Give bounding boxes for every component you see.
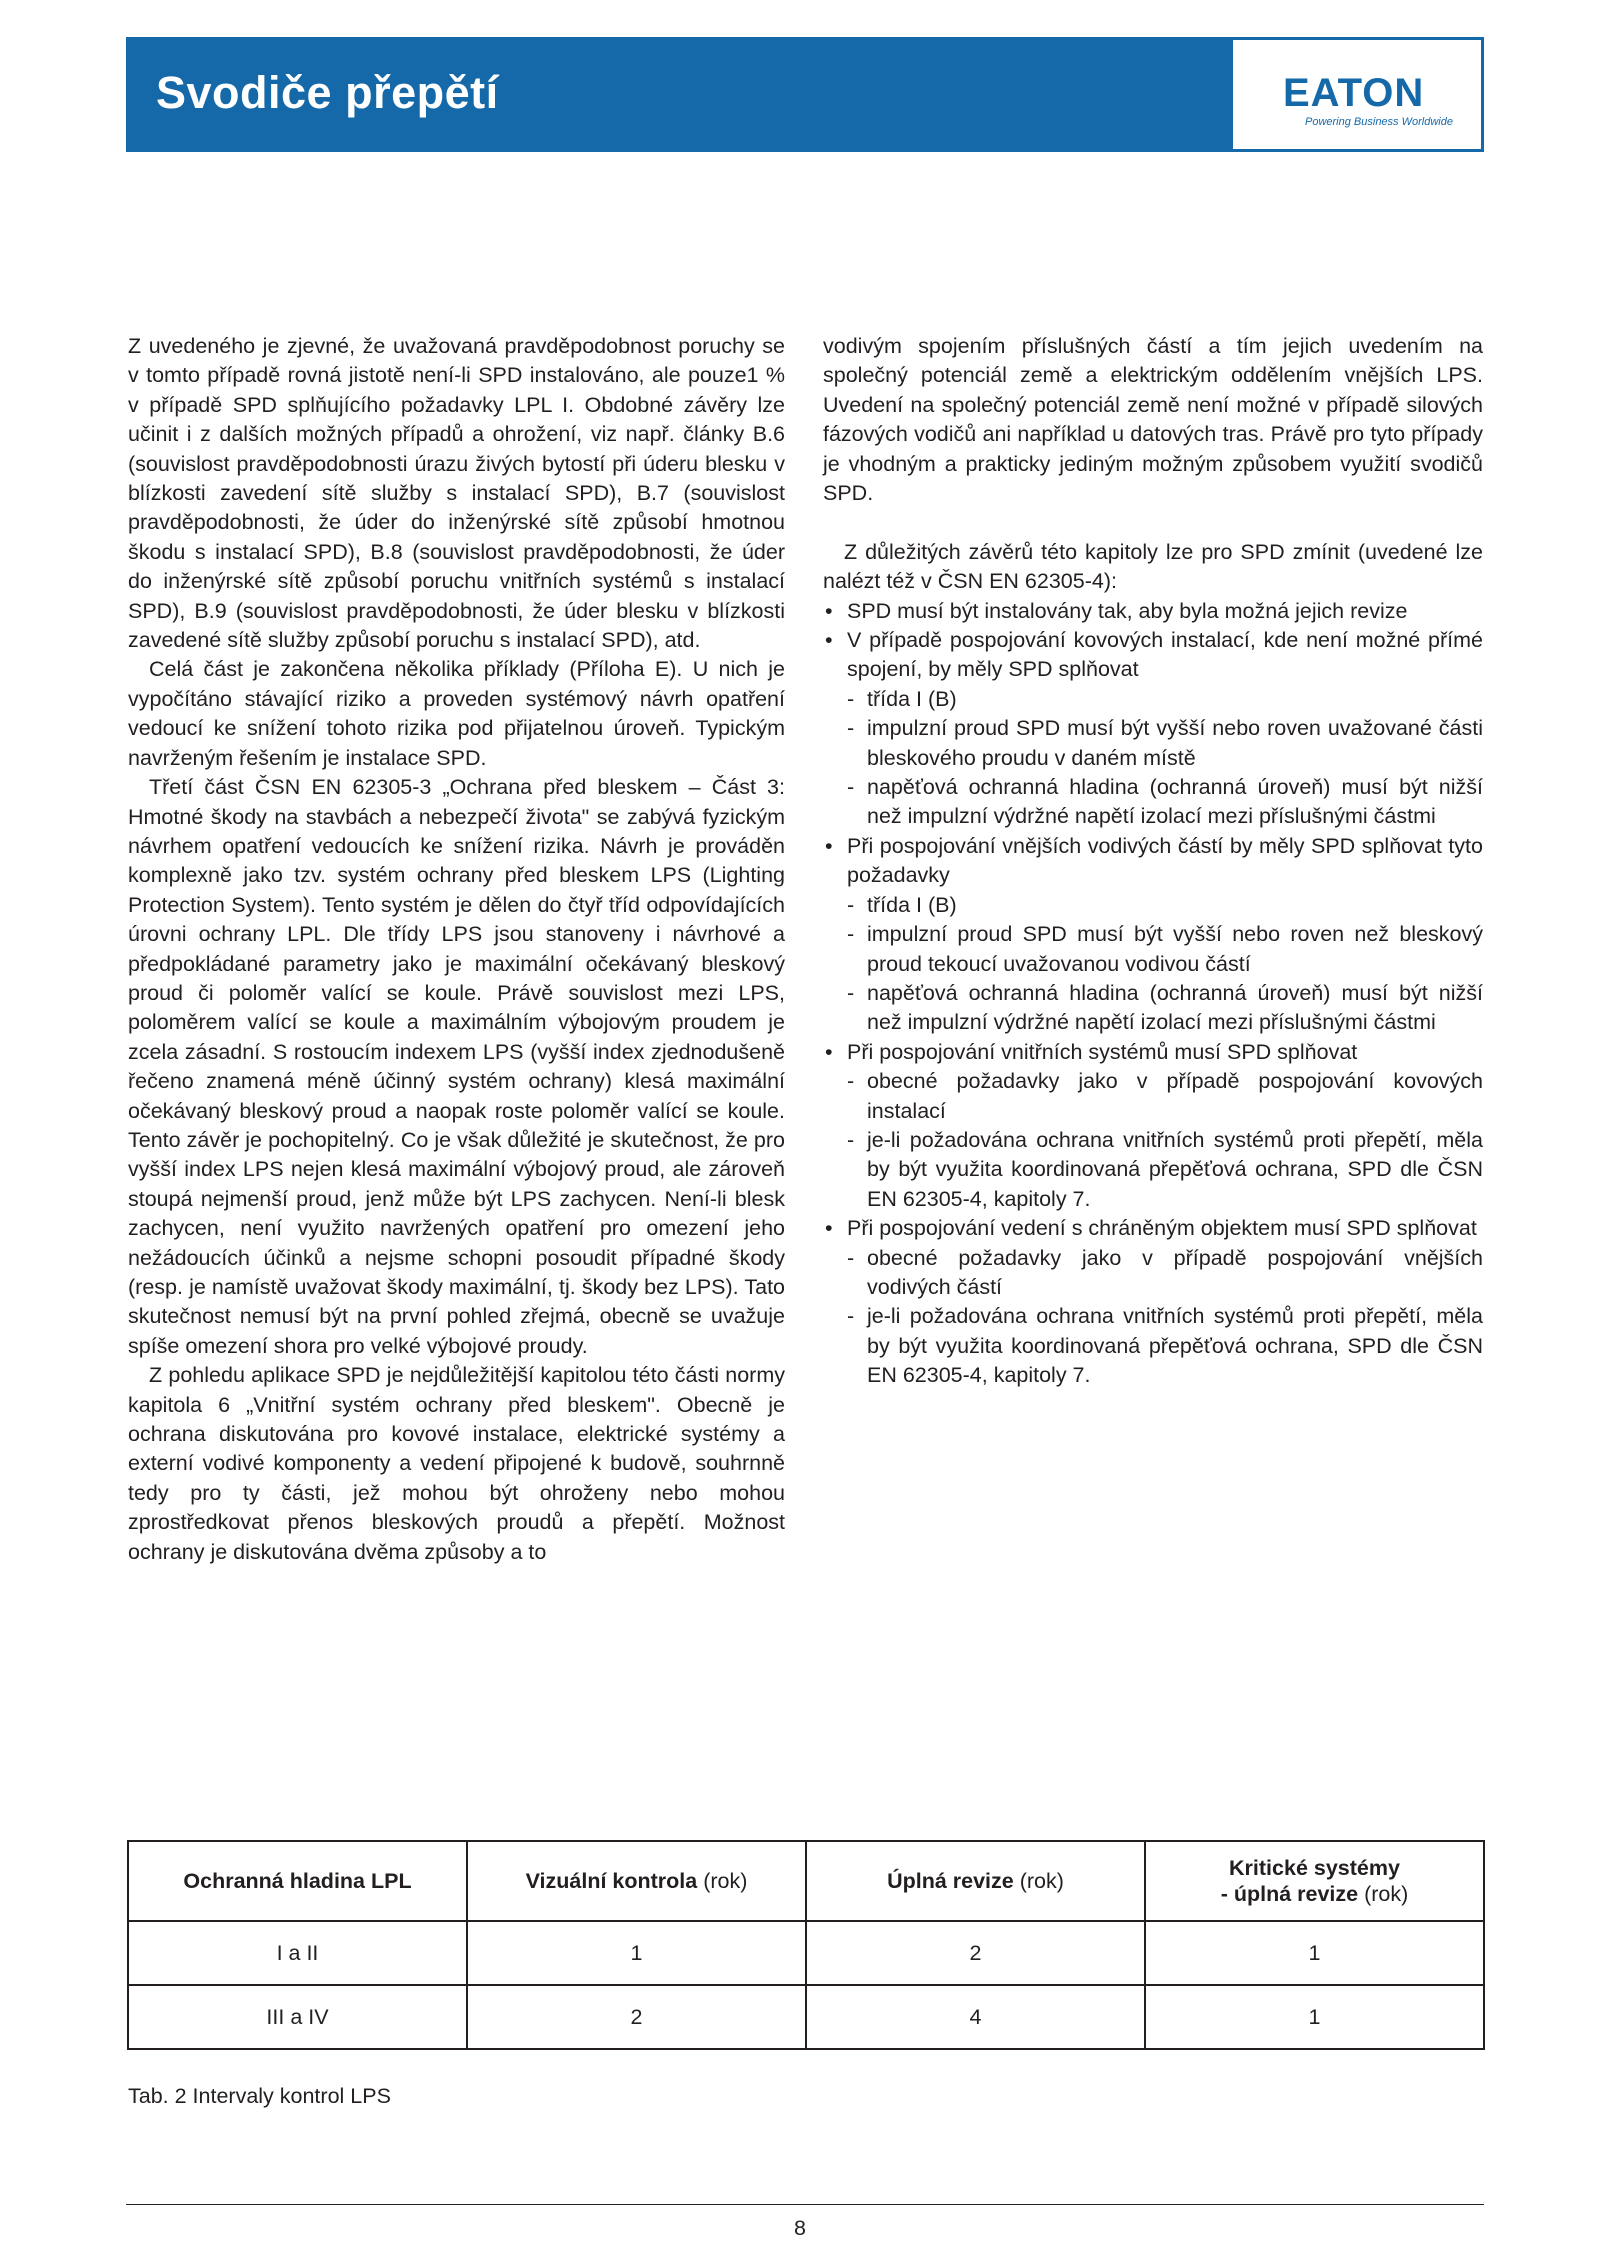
- header-unit: (rok): [703, 1869, 748, 1893]
- column-header: [1145, 1841, 1484, 1921]
- paragraph: Z důležitých závěrů této kapitoly lze pro SPD zmínit (uvedené lze nalézt též v ČSN EN 62305-4):: [823, 539, 1483, 594]
- footer-divider: [126, 2204, 1484, 2205]
- list-item: • Při pospojování vnitřních systémů musí SPD splňovat: [823, 1038, 1483, 1067]
- table-cell: 1: [467, 1921, 806, 1985]
- sub-list-item: - obecné požadavky jako v případě pospojování kovových instalací: [823, 1067, 1483, 1126]
- logo-tagline: Powering Business Worldwide: [1305, 116, 1453, 128]
- left-column: [128, 332, 785, 1567]
- table-cell: III a IV: [128, 1985, 467, 2049]
- list-item: • Při pospojování vedení s chráněným objektem musí SPD splňovat: [823, 1214, 1483, 1243]
- table-cell: 4: [806, 1985, 1145, 2049]
- sub-list-item: - obecné požadavky jako v případě pospojování vnějších vodivých částí: [823, 1244, 1483, 1303]
- table-row: [128, 1985, 1484, 2049]
- logo-wordmark: EATON: [1283, 71, 1425, 115]
- column-header: [128, 1841, 467, 1921]
- sub-list-item: - napěťová ochranná hladina (ochranná úroveň) musí být nižší než impulzní výdržné napětí izolací mezi příslušnými částmi: [823, 979, 1483, 1038]
- table-header-row: [128, 1841, 1484, 1921]
- sub-list-item: - je-li požadována ochrana vnitřních systémů proti přepětí, měla by být využita koordinovaná přepěťová ochrana, SPD dle ČSN EN 62305-4, kapitoly 7.: [823, 1302, 1483, 1390]
- header-label: Vizuální kontrola: [525, 1869, 698, 1893]
- sub-list-item: - impulzní proud SPD musí být vyšší nebo roven než bleskový proud tekoucí uvažovanou vodivou částí: [823, 920, 1483, 979]
- table-caption: Tab. 2 Intervaly kontrol LPS: [128, 2084, 391, 2108]
- header-label: Ochranná hladina LPL: [183, 1869, 412, 1893]
- eaton-logo: [1233, 40, 1481, 149]
- sub-list-item: - napěťová ochranná hladina (ochranná úroveň) musí být nižší než impulzní výdržné napětí izolací mezi příslušnými částmi: [823, 773, 1483, 832]
- paragraph: vodivým spojením příslušných částí a tím jejich uvedením na společný potenciál země a elektrickým oddělením vnějších LPS. Uvedení na společný potenciál země není možné v případě silových fázových vodičů ani například u datových tras. Právě pro tyto případy je vhodným a prakticky jediným možným způsobem využití svodičů SPD.: [823, 334, 1483, 506]
- header-label: Kritické systémy: [1229, 1856, 1400, 1880]
- page-header: [126, 37, 1484, 152]
- list-item: • V případě pospojování kovových instalací, kde není možné přímé spojení, by měly SPD splňovat: [823, 626, 1483, 685]
- list-item: • Při pospojování vnějších vodivých částí by měly SPD splňovat tyto požadavky: [823, 832, 1483, 891]
- right-column: [823, 332, 1483, 1391]
- table-row: [128, 1921, 1484, 1985]
- table-cell: 1: [1145, 1985, 1484, 2049]
- table-cell: 2: [806, 1921, 1145, 1985]
- header-unit: (rok): [1019, 1869, 1064, 1893]
- paragraph: Z pohledu aplikace SPD je nejdůležitější kapitolou této části normy kapitola 6 „Vnitřní systém ochrany před bleskem". Obecně je ochrana diskutována pro kovové instalace, elektrické systémy a externí vodivé komponenty a vedení připojené k budově, souhrnně tedy pro ty části, jež mohou být ohroženy nebo mohou zprostředkovat přenos bleskových proudů a přepětí. Možnost ochrany je diskutována dvěma způsoby a to: [128, 1363, 785, 1564]
- table-cell: I a II: [128, 1921, 467, 1985]
- column-header: [806, 1841, 1145, 1921]
- paragraph: Třetí část ČSN EN 62305-3 „Ochrana před bleskem – Část 3: Hmotné škody na stavbách a nebezpečí života" se zabývá fyzickým návrhem opatření vedoucích ke snížení rizika. Návrh je prováděn komplexně jako tzv. systém ochrany před bleskem LPS (Lighting Protection System). Tento systém je dělen do čtyř tříd odpovídajících úrovni ochrany LPL. Dle třídy LPS jsou stanoveny i návrhové a předpokládané parametry jako je maximální očekávaný bleskový proud či poloměr valící se koule. Právě souvislost mezi LPS, poloměrem valící se koule a maximálním výbojovým proudem je zcela zásadní. S rostoucím indexem LPS (vyšší index zjednodušeně řečeno znamená méně účinný systém ochrany) klesá maximální očekávaný bleskový proud a naopak roste poloměr valící se koule. Tento závěr je pochopitelný. Co je však důležité je skutečnost, že pro vyšší index LPS nejen klesá maximální výbojový proud, ale zároveň stoupá nejmenší proud, jenž může být LPS zachycen. Není-li blesk zachycen, není využito navržených opatření pro omezení jeho nežádoucích účinků a nejsme schopni posoudit případné škody (resp. je namístě uvažovat škody maximální, tj. škody bez LPS). Tato skutečnost nemusí být na první pohled zřejmá, obecně se uvažuje spíše omezení shora pro velké výbojové proudy.: [128, 775, 785, 1358]
- conclusions-list: [823, 597, 1483, 1391]
- lps-inspection-table: [127, 1840, 1485, 2050]
- sub-list-item: - třída I (B): [823, 685, 1483, 714]
- sub-list-item: - je-li požadována ochrana vnitřních systémů proti přepětí, měla by být využita koordinovaná přepěťová ochrana, SPD dle ČSN EN 62305-4, kapitoly 7.: [823, 1126, 1483, 1214]
- sub-list-item: - třída I (B): [823, 891, 1483, 920]
- table-cell: 1: [1145, 1921, 1484, 1985]
- paragraph: Z uvedeného je zjevné, že uvažovaná pravděpodobnost poruchy se v tomto případě rovná jistotě není-li SPD instalováno, ale pouze1 % v případě SPD splňujícího požadavky LPL I. Obdobné závěry lze učinit i z dalších možných případů a ohrožení, viz např. články B.6 (souvislost pravděpodobnosti úrazu živých bytostí při úderu blesku v blízkosti zavedení sítě služby s instalací SPD), B.7 (souvislost pravděpodobnosti, že úder do inženýrské sítě způsobí hmotnou škodu s instalací SPD), B.8 (souvislost pravděpodobnosti, že úder do inženýrské sítě způsobí poruchu vnitřních systémů s instalací SPD), B.9 (souvislost pravděpodobnosti, že úder blesku v blízkosti zavedené sítě služby způsobí poruchu s instalací SPD), atd.: [128, 334, 785, 653]
- header-label: - úplná revize: [1220, 1882, 1359, 1906]
- page-number: 8: [794, 2216, 806, 2240]
- column-header: [467, 1841, 806, 1921]
- page-title: Svodiče přepětí: [156, 67, 499, 118]
- paragraph: Celá část je zakončena několika příklady (Příloha E). U nich je vypočítáno stávající riziko a proveden systémový návrh opatření vedoucí ke snížení tohoto rizika pod přijatelnou úroveň. Typickým navrženým řešením je instalace SPD.: [128, 657, 785, 770]
- sub-list-item: - impulzní proud SPD musí být vyšší nebo roven uvažované části bleskového proudu v daném místě: [823, 714, 1483, 773]
- list-item: • SPD musí být instalovány tak, aby byla možná jejich revize: [823, 597, 1483, 626]
- table-cell: 2: [467, 1985, 806, 2049]
- header-label: Úplná revize: [887, 1869, 1014, 1893]
- header-unit: (rok): [1364, 1882, 1409, 1906]
